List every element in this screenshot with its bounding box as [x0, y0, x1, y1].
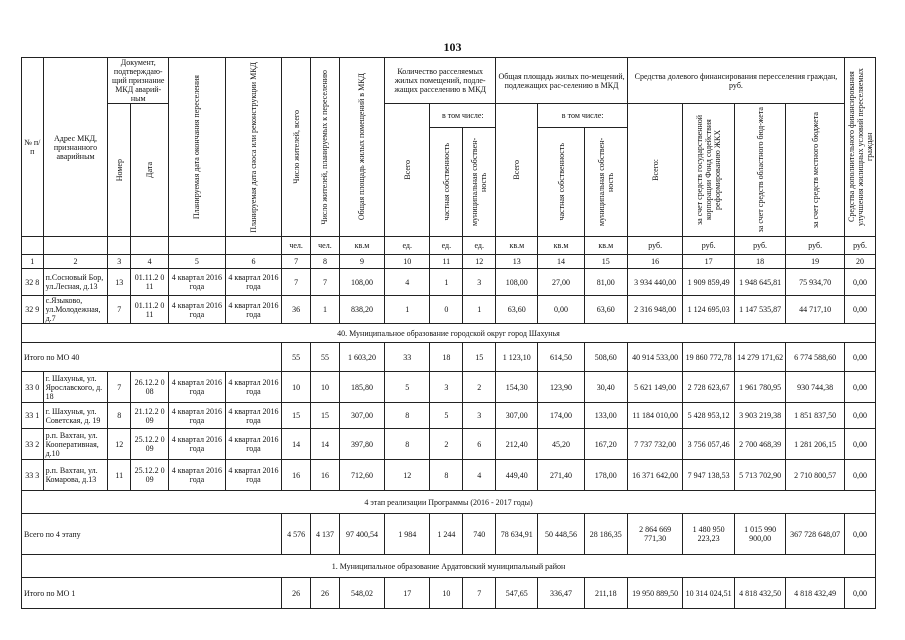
- unit-cell: чел.: [311, 237, 340, 255]
- unit-cell: кв.м: [496, 237, 538, 255]
- unit-cell: руб.: [683, 237, 734, 255]
- resettlement-table: [21, 57, 876, 609]
- header-rooms-including: в том числе:: [430, 104, 496, 128]
- section-title: 1. Муниципальное образование Ардатовский муниципальный район: [22, 555, 876, 578]
- col-number: 9: [339, 255, 384, 269]
- section-row: [22, 324, 876, 343]
- table-row: 33 2 р.п. Вахтан, ул. Кооперативная, д.10 12 25.12.2 009 4 квартал 2016 года 4 квартал 2016 года 14 14 397,80 8 2 6 212,40 45,20 167,20 7 737 732,00 3 756 057,46 2 700 468,39 1 281 206,15 0,00: [22, 429, 876, 460]
- col-number: 3: [108, 255, 131, 269]
- header-area-private: частная собственность: [538, 128, 584, 237]
- header-area-municipal: муниципальная собствен-ность: [584, 128, 627, 237]
- header-rooms-area: Общая площадь жилых по-мещений, подлежащих рас-селению в МКД: [496, 58, 628, 104]
- col-number: 1: [22, 255, 44, 269]
- table-row: 33 1 г. Шахунья, ул. Советская, д. 19 8 21.12.2 009 4 квартал 2016 года 4 квартал 2016 года 15 15 307,00 8 5 3 307,00 174,00 133,00 11 184 010,00 5 428 953,12 3 903 219,38 1 851 837,50 0,00: [22, 403, 876, 429]
- table-row: 32 8 п.Сосновый Бор, ул.Лесная, д.13 13 01.11.2 011 4 квартал 2016 года 4 квартал 2016 года 7 7 108,00 4 1 3 108,00 27,00 81,00 3 934 440,00 1 909 859,49 1 948 645,81 75 934,70 0,00: [22, 269, 876, 296]
- unit-cell: ед.: [430, 237, 463, 255]
- section-row: [22, 555, 876, 578]
- table-row: 32 9 с.Языково, ул.Молодежная, д.7 7 01.11.2 011 4 квартал 2016 года 4 квартал 2016 года 36 1 838,20 1 0 1 63,60 0,00 63,60 2 316 948,00 1 124 695,03 1 147 535,87 44 717,10 0,00: [22, 296, 876, 324]
- col-number: 20: [845, 255, 876, 269]
- unit-cell: руб.: [845, 237, 876, 255]
- unit-cell: руб.: [734, 237, 785, 255]
- header-fund-local: за счет средств местного бюджета: [786, 104, 845, 237]
- col-number: 10: [385, 255, 430, 269]
- col-number: 11: [430, 255, 463, 269]
- header-fund-region: за счет средств областного бюд-жета: [734, 104, 785, 237]
- header-address: Адрес МКД, признанного аварийным: [43, 58, 108, 237]
- header-area-total: Всего: [496, 104, 538, 237]
- col-number: 12: [463, 255, 496, 269]
- header-residents-planned: Число жителей, планируемых к переселению: [311, 58, 340, 237]
- header-row-middle: [22, 104, 876, 128]
- unit-cell: ед.: [463, 237, 496, 255]
- header-additional: Средства дополнительного финансирования улучшения жилищных условий переселяемых граждан: [845, 58, 876, 237]
- col-number: 7: [282, 255, 311, 269]
- header-doc-date: Дата: [131, 104, 169, 237]
- col-number: 17: [683, 255, 734, 269]
- col-number: 13: [496, 255, 538, 269]
- total-row: Итого по МО 40 55 55 1 603,20 33 18 15 1 123,10 614,50 508,60 40 914 533,00 19 860 772,78 14 279 171,62 6 774 588,60 0,00: [22, 343, 876, 372]
- header-planned-resettlement: Планируемая дата окончания переселения: [169, 58, 226, 237]
- unit-cell: кв.м: [584, 237, 627, 255]
- unit-cell: ед.: [385, 237, 430, 255]
- table-row: 33 0 г. Шахунья, ул. Ярославского, д. 18 7 26.12.2 008 4 квартал 2016 года 4 квартал 2016 года 10 10 185,80 5 3 2 154,30 123,90 30,40 5 621 149,00 2 728 623,67 1 961 780,95 930 744,38 0,00: [22, 372, 876, 403]
- unit-cell: руб.: [786, 237, 845, 255]
- col-number: 16: [627, 255, 683, 269]
- header-rooms-count: Количество расселяемых жилых помещений, подле-жащих расселению в МКД: [385, 58, 496, 104]
- unit-cell: чел.: [282, 237, 311, 255]
- header-fund-total: Всего:: [627, 104, 683, 237]
- section-row: [22, 491, 876, 514]
- page-number: 103: [443, 40, 462, 54]
- header-funding: Средства долевого финансирования пересселения граждан, руб.: [627, 58, 844, 104]
- total-label: Всего по 4 этапу: [22, 514, 282, 555]
- section-title: 40. Муниципальное образование городской округ город Шахунья: [22, 324, 876, 343]
- header-fund-gos: за счет средств государственной корпорации Фонд содействия реформированию ЖКХ: [683, 104, 734, 237]
- unit-cell: руб.: [627, 237, 683, 255]
- header-planned-demolition: Планируемая дата сноса или реконструкции МКД: [225, 58, 282, 237]
- col-number: 15: [584, 255, 627, 269]
- col-number: 14: [538, 255, 584, 269]
- header-total-area: Общая площадь жилых помещений в МКД: [339, 58, 384, 237]
- col-number: 18: [734, 255, 785, 269]
- header-row-top: [22, 58, 876, 104]
- header-doc-number: Номер: [108, 104, 131, 237]
- col-number: 19: [786, 255, 845, 269]
- header-num: № п/п: [22, 58, 44, 237]
- header-rooms-total: Всего: [385, 104, 430, 237]
- total-row: Итого по МО 1 26 26 548,02 17 10 7 547,65 336,47 211,18 19 950 889,50 10 314 024,51 4 818 432,50 4 818 432,49 0,00: [22, 578, 876, 609]
- header-residents-total: Число жителей, всего: [282, 58, 311, 237]
- header-rooms-private: частная собственность: [430, 128, 463, 237]
- col-number: 6: [225, 255, 282, 269]
- col-number: 4: [131, 255, 169, 269]
- col-number: 2: [43, 255, 108, 269]
- header-rooms-municipal: муниципальная собствен-ность: [463, 128, 496, 237]
- total-label: Итого по МО 1: [22, 578, 282, 609]
- total-row: Всего по 4 этапу 4 576 4 137 97 400,54 1 984 1 244 740 78 634,91 50 448,56 28 186,35 2 864 669 771,30 1 480 950 223,23 1 015 990 900,00 367 728 648,07 0,00: [22, 514, 876, 555]
- unit-cell: кв.м: [339, 237, 384, 255]
- stage-title: 4 этап реализации Программы (2016 - 2017 годы): [22, 491, 876, 514]
- column-numbers-row: [22, 255, 876, 269]
- col-number: 5: [169, 255, 226, 269]
- col-number: 8: [311, 255, 340, 269]
- unit-cell: кв.м: [538, 237, 584, 255]
- total-label: Итого по МО 40: [22, 343, 282, 372]
- header-document: Документ, подтверждаю-щий признание МКД аварий-ным: [108, 58, 169, 104]
- table-row: 33 3 р.п. Вахтан, ул. Комарова, д.13 11 25.12.2 009 4 квартал 2016 года 4 квартал 2016 года 16 16 712,60 12 8 4 449,40 271,40 178,00 16 371 642,00 7 947 138,53 5 713 702,90 2 710 800,57 0,00: [22, 460, 876, 491]
- units-row: [22, 237, 876, 255]
- header-area-including: в том числе:: [538, 104, 628, 128]
